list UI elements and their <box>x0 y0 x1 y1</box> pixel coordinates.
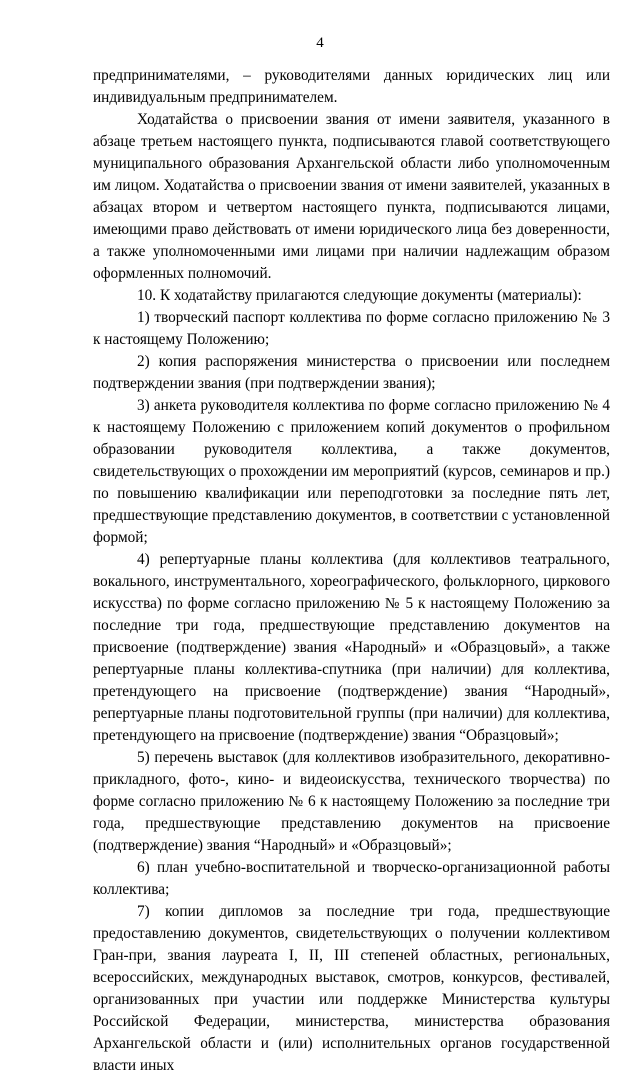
list-item-2: 2) копия распоряжения министерства о присвоении или последнем подтверждении звания (при подтверждении звания); <box>93 353 610 392</box>
list-item-6: 6) план учебно-воспитательной и творческо-организационной работы коллектива; <box>93 859 610 898</box>
list-item-1: 1) творческий паспорт коллектива по форме согласно приложению № 3 к настоящему Положению; <box>93 309 610 348</box>
list-item-5: 5) перечень выставок (для коллективов изобразительного, декоративно-прикладного, фото-, кино- и видеоискусства, технического творчества) по форме согласно приложению № 6 к настоящему Положению за последние три года, предшествующие представлению документов на присвоение (подтверждение) звания “Народный» и «Образцовый»; <box>93 749 610 854</box>
list-item-7: 7) копии дипломов за последние три года, предшествующие предоставлению документов, свидетельствующих о получении коллективом Гран-при, звания лауреата I, II, III степеней областных, региональных, всероссийских, международных выставок, смотров, конкурсов, фестивалей, организованных при участии или поддержке Министерства культуры Российской Федерации, министерства, министерства образования Архангельской области и (или) исполнительных органов государственной власти иных <box>93 903 610 1074</box>
paragraph-item-10: 10. К ходатайству прилагаются следующие документы (материалы): <box>137 287 582 304</box>
document-body <box>93 65 610 1077</box>
paragraph-continuation: предпринимателями, – руководителями данных юридических лиц или индивидуальным предпринимателем. <box>93 67 610 106</box>
list-item-3: 3) анкета руководителя коллектива по форме согласно приложению № 4 к настоящему Положению с приложением копий документов о профильном образовании руководителя коллектива, а также документов, свидетельствующих о прохождении им мероприятий (курсов, семинаров и пр.) по повышению квалификации или переподготовки за последние пять лет, предшествующие представлению документов, в соответствии с установленной формой; <box>93 397 610 546</box>
paragraph-petition-signing: Ходатайства о присвоении звания от имени заявителя, указанного в абзаце третьем настоящего пункта, подписываются главой соответствующего муниципального образования Архангельской области либо уполномоченным им лицом. Ходатайства о присвоении звания от имени заявителей, указанных в абзацах втором и четвертом настоящего пункта, подписываются лицами, имеющими право действовать от имени юридического лица без доверенности, а также уполномоченными ими лицами при наличии надлежащим образом оформленных полномочий. <box>93 111 610 282</box>
list-item-4: 4) репертуарные планы коллектива (для коллективов театрального, вокального, инструментального, хореографического, фольклорного, циркового искусства) по форме согласно приложению № 5 к настоящему Положению за последние три года, предшествующие представлению документов на присвоение (подтверждение) звания «Народный» и «Образцовый», а также репертуарные планы коллектива-спутника (при наличии) для коллектива, претендующего на присвоение (подтверждение) звания “Народный», репертуарные планы подготовительной группы (при наличии) для коллектива, претендующего на присвоение (подтверждение) звания “Образцовый»; <box>93 551 610 744</box>
page-number: 4 <box>316 35 324 51</box>
